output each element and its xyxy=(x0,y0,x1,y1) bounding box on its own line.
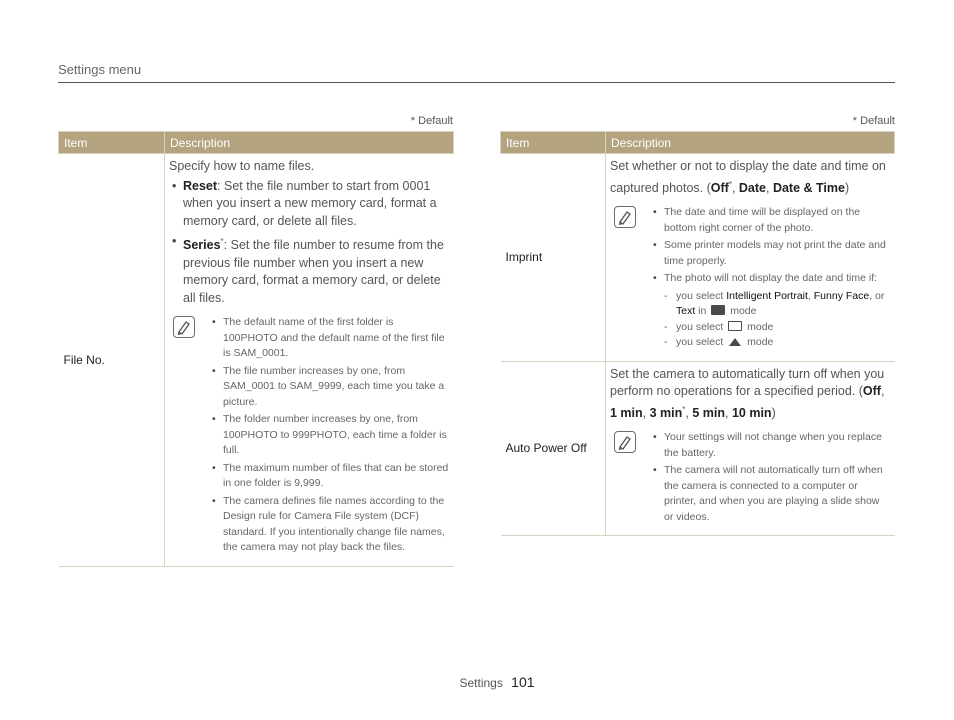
row-description xyxy=(606,154,895,362)
table-row xyxy=(501,154,895,362)
value-off: Off xyxy=(862,384,881,399)
default-asterisk: * xyxy=(220,237,224,246)
note-item: • Your settings will not change when you replace the battery. xyxy=(652,430,891,461)
header-rule xyxy=(58,82,895,83)
option-text: : Set the file number to start from 0001 when you insert a new memory card, format a memory card, or delete all files. xyxy=(183,178,437,228)
note-icon xyxy=(614,206,636,228)
row-description xyxy=(165,154,454,567)
note-item: • The photo will not display the date and time if: - you select Intelligent Portrait, Funny Face, or Text in mode - you select mode - you select mode xyxy=(652,271,891,351)
note-list xyxy=(652,430,891,527)
row-item-auto-power-off: Auto Power Off xyxy=(501,361,606,536)
value-date: Date xyxy=(738,180,766,195)
footer-section-label: Settings xyxy=(459,676,503,690)
value-date-time: Date & Time xyxy=(772,180,845,195)
note-content xyxy=(652,205,891,353)
scene-mode-icon xyxy=(711,305,725,315)
note-item: • Some printer models may not print the date and time properly. xyxy=(652,238,891,269)
left-spec-table xyxy=(58,131,454,567)
column-header-item: Item xyxy=(59,132,165,154)
note-block xyxy=(169,315,450,558)
right-default-note: * Default xyxy=(852,115,895,127)
default-asterisk: * xyxy=(682,404,686,414)
sub-item: - you select Intelligent Portrait, Funny Face, or Text in mode xyxy=(664,289,891,320)
column-header-description: Description xyxy=(165,132,454,154)
left-default-note: * Default xyxy=(410,115,453,127)
description-lead: Specify how to name files. xyxy=(169,159,315,173)
page-footer xyxy=(0,674,954,690)
note-item: • The file number increases by one, from SAM_0001 to SAM_9999, each time you take a picture. xyxy=(211,364,450,411)
row-item-file-no: File No. xyxy=(59,154,165,567)
value-3-min: 3 min xyxy=(649,405,683,420)
description-lead: Set whether or not to display the date and time on captured photos. (Off*, Date, Date & Time) xyxy=(610,159,886,195)
column-header-item: Item xyxy=(501,132,606,154)
note-item: • The maximum number of files that can be stored in one folder is 9,999. xyxy=(211,461,450,492)
value-10-min: 10 min xyxy=(731,405,772,420)
option-name: Series xyxy=(183,238,221,253)
sub-item: - you select mode xyxy=(664,320,891,336)
table-row xyxy=(501,361,895,536)
note-icon xyxy=(173,316,195,338)
option-item-series xyxy=(169,233,450,307)
value-5-min: 5 min xyxy=(692,405,725,420)
right-spec-table xyxy=(500,131,895,536)
sub-item: - you select mode xyxy=(664,335,891,351)
value-1-min: 1 min xyxy=(610,405,643,420)
column-header-description: Description xyxy=(606,132,895,154)
section-title: Settings menu xyxy=(58,62,142,77)
option-item-reset xyxy=(169,178,450,231)
dual-is-mode-icon xyxy=(728,321,742,331)
sub-list xyxy=(664,289,891,351)
note-list xyxy=(211,315,450,558)
description-lead: Set the camera to automatically turn off when you perform no operations for a specified period. (Off, 1 min, 3 min*, 5 min, 10 min) xyxy=(610,366,885,420)
note-item: • The camera will not automatically turn off when the camera is connected to a computer or printer, and when you are playing a slide show or videos. xyxy=(652,463,891,525)
note-icon xyxy=(614,431,636,453)
table-row xyxy=(59,154,454,567)
note-item: • The default name of the first folder is 100PHOTO and the default name of the first file is SAM_0001. xyxy=(211,315,450,362)
note-block xyxy=(610,205,891,353)
option-text: : Set the file number to resume from the previous file number when you insert a new memory card, format a memory card, or delete all files. xyxy=(183,238,444,305)
row-description xyxy=(606,361,895,536)
scene-landscape-icon xyxy=(728,336,742,346)
note-item: • The camera defines file names according to the Design rule for Camera File system (DCF) standard. If you intentionally change file names, the camera may not play back the files. xyxy=(211,494,450,556)
row-item-imprint: Imprint xyxy=(501,154,606,362)
note-item: • The date and time will be displayed on the bottom right corner of the photo. xyxy=(652,205,891,236)
option-list xyxy=(169,178,450,308)
note-item: • The folder number increases by one, from 100PHOTO to 999PHOTO, each time a folder is full. xyxy=(211,412,450,459)
option-name: Reset xyxy=(183,178,218,193)
default-asterisk: * xyxy=(728,179,732,189)
note-block xyxy=(610,430,891,527)
page-number: 101 xyxy=(511,674,535,690)
note-list xyxy=(652,205,891,351)
value-off: Off xyxy=(710,180,729,195)
